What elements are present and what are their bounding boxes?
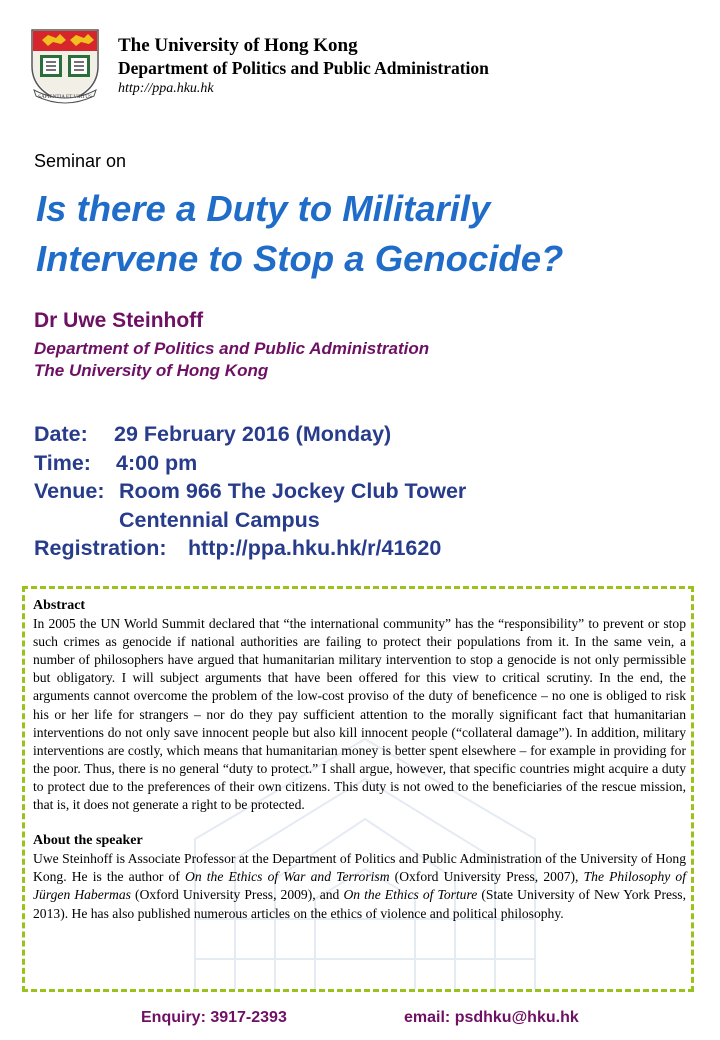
enquiry-email[interactable]: email: psdhku@hku.hk <box>404 1009 579 1026</box>
book-title-1: On the Ethics of War and Terrorism <box>185 869 390 885</box>
speaker-affiliation <box>34 338 429 382</box>
speaker-affiliation-line2: The University of Hong Kong <box>34 361 269 380</box>
date-value: 29 February 2016 (Monday) <box>114 422 392 446</box>
time-label: Time: <box>34 450 91 475</box>
venue-label: Venue: <box>34 479 105 503</box>
university-name: The University of Hong Kong <box>118 35 358 56</box>
about-text-part4: (State University of New York Press, 2013). He has also published numerous articles on the ethics of violence and political philosophy. <box>33 887 686 921</box>
seminar-title-line2: Intervene to Stop a Genocide? <box>36 238 564 279</box>
speaker-name: Dr Uwe Steinhoff <box>34 309 204 332</box>
book-title-3: On the Ethics of Torture <box>343 887 478 903</box>
abstract-box <box>22 586 694 992</box>
registration-row <box>34 534 442 563</box>
venue-row <box>34 477 467 506</box>
venue-row-2 <box>34 506 320 535</box>
seminar-title <box>36 184 696 284</box>
department-name: Department of Politics and Public Administration <box>118 58 489 78</box>
hku-crest-icon <box>26 26 104 104</box>
speaker-affiliation-line1: Department of Politics and Public Administration <box>34 339 430 358</box>
venue-value-line1: Room 966 The Jockey Club Tower <box>119 479 467 503</box>
abstract-content <box>33 597 686 923</box>
date-row <box>34 420 392 449</box>
crest-motto: SAPIENTIA ET VIRTUS <box>38 94 92 100</box>
seminar-label: Seminar on <box>34 151 127 171</box>
date-label: Date: <box>34 422 88 446</box>
about-text-part1: Uwe Steinhoff is Associate Professor at the Department of Politics and Public Administration of the University of Hong Kong. He is the author of <box>33 851 686 885</box>
about-text-part2: (Oxford University Press, 2007), <box>389 869 584 885</box>
time-row <box>34 449 198 478</box>
department-url[interactable]: http://ppa.hku.hk <box>118 81 214 96</box>
time-value: 4:00 pm <box>116 450 198 475</box>
venue-value-line2: Centennial Campus <box>119 507 320 532</box>
event-details <box>34 420 467 563</box>
enquiry-phone: Enquiry: 3917-2393 <box>141 1009 287 1026</box>
registration-label: Registration: <box>34 536 167 560</box>
registration-link[interactable]: http://ppa.hku.hk/r/41620 <box>188 536 442 560</box>
book-title-2: The Philosophy of Jürgen Habermas <box>33 869 686 903</box>
header-text <box>118 34 678 99</box>
about-text <box>33 850 686 922</box>
seminar-title-line1: Is there a Duty to Militarily <box>36 188 491 229</box>
abstract-heading: Abstract <box>33 598 86 613</box>
abstract-text: In 2005 the UN World Summit declared that “the international community” has the “responsibility” to prevent or stop such crimes as genocide if national authorities are failing to protect their populations from it. In the same vein, a number of philosophers have argued that humanitarian military intervention to stop a genocide is not only permissible but obligatory. I will subject arguments that have been offered for this view to critical scrutiny. In the end, the arguments cannot overcome the problem of the low-cost proviso of the duty of beneficence – no one is obliged to risk his or her life for strangers – nor do they pay sufficient attention to the morally significant fact that humanitarian interventions do not only save innocent people but also kill innocent people (“collateral damage”). In addition, military interventions are costly, which means that humanitarian money is better spent elsewhere – for example in providing for the poor. Thus, there is no general “duty to protect.” I shall argue, however, that specific countries might acquire a duty to protect due to the preferences of their own citizens. This duty is not owed to the beneficiaries of the rescue mission, that is, it does not generate a right to be protected. <box>33 616 686 813</box>
about-text-part3: (Oxford University Press, 2009), and <box>130 887 344 903</box>
about-heading: About the speaker <box>33 833 143 849</box>
